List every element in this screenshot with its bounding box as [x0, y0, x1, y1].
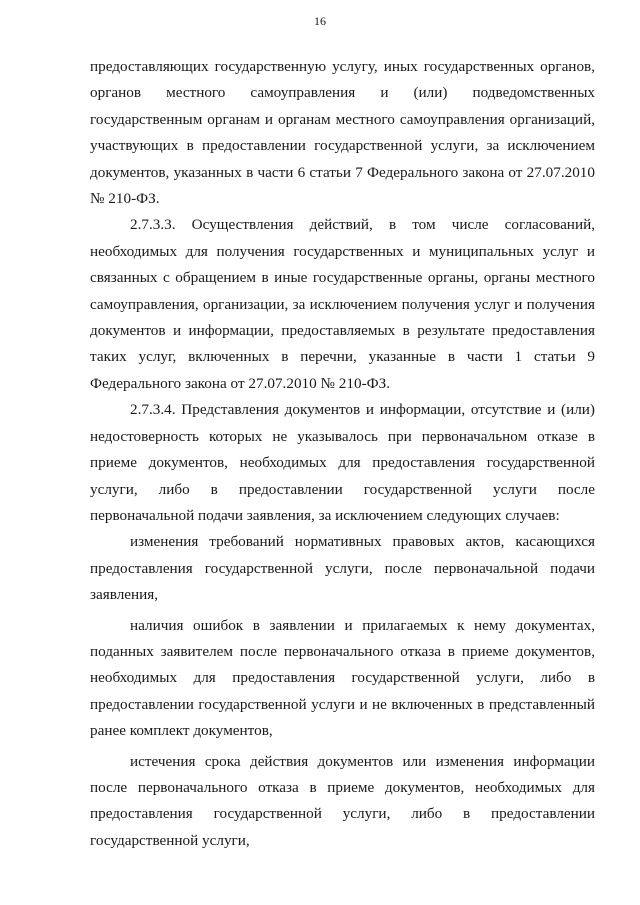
exception-item-3: истечения срока действия документов или изменения информации после первоначального отказа в приеме документов, необходимых для предоставления государственной услуги, либо в предоставлении государственной услуги,: [90, 752, 595, 849]
paragraph-2-7-3-3: 2.7.3.3. Осуществления действий, в том числе согласований, необходимых для получения государственных и муниципальных услуг и связанных с обращением в иные государственные органы, органы местного самоуправления, организации, за исключением получения услуг и получения документов и информации, предоставляемых в результате предоставления таких услуг, включенных в перечни, указанные в части 1 статьи 9 Федерального закона от 27.07.2010 № 210-ФЗ.: [90, 216, 595, 392]
paragraph-continuation: предоставляющих государственную услугу, иных государственных органов, органов местного самоуправления и (или) подведомственных государственным органам и органам местного самоуправления организаций, участвующих в предоставлении государственной услуги, за исключением документов, указанных в части 6 статьи 7 Федерального закона от 27.07.2010 № 210-ФЗ.: [90, 58, 595, 208]
paragraph-2-7-3-4: 2.7.3.4. Представления документов и информации, отсутствие и (или) недостоверность которых не указывалось при первоначальном отказе в приеме документов, необходимых для предоставления государственной услуги, либо в предоставлении государственной услуги после первоначальной подачи заявления, за исключением следующих случаев:: [90, 401, 595, 524]
page-number: 16: [314, 14, 326, 28]
exception-item-2: наличия ошибок в заявлении и прилагаемых к нему документах, поданных заявителем после первоначального отказа в приеме документов, необходимых для предоставления государственной услуги, либо в предоставлении государственной услуги и не включенных в представленный ранее комплект документов,: [90, 616, 595, 740]
document-body: [90, 54, 595, 854]
exception-item-1: изменения требований нормативных правовых актов, касающихся предоставления государственной услуги, после первоначальной подачи заявления,: [90, 533, 595, 604]
